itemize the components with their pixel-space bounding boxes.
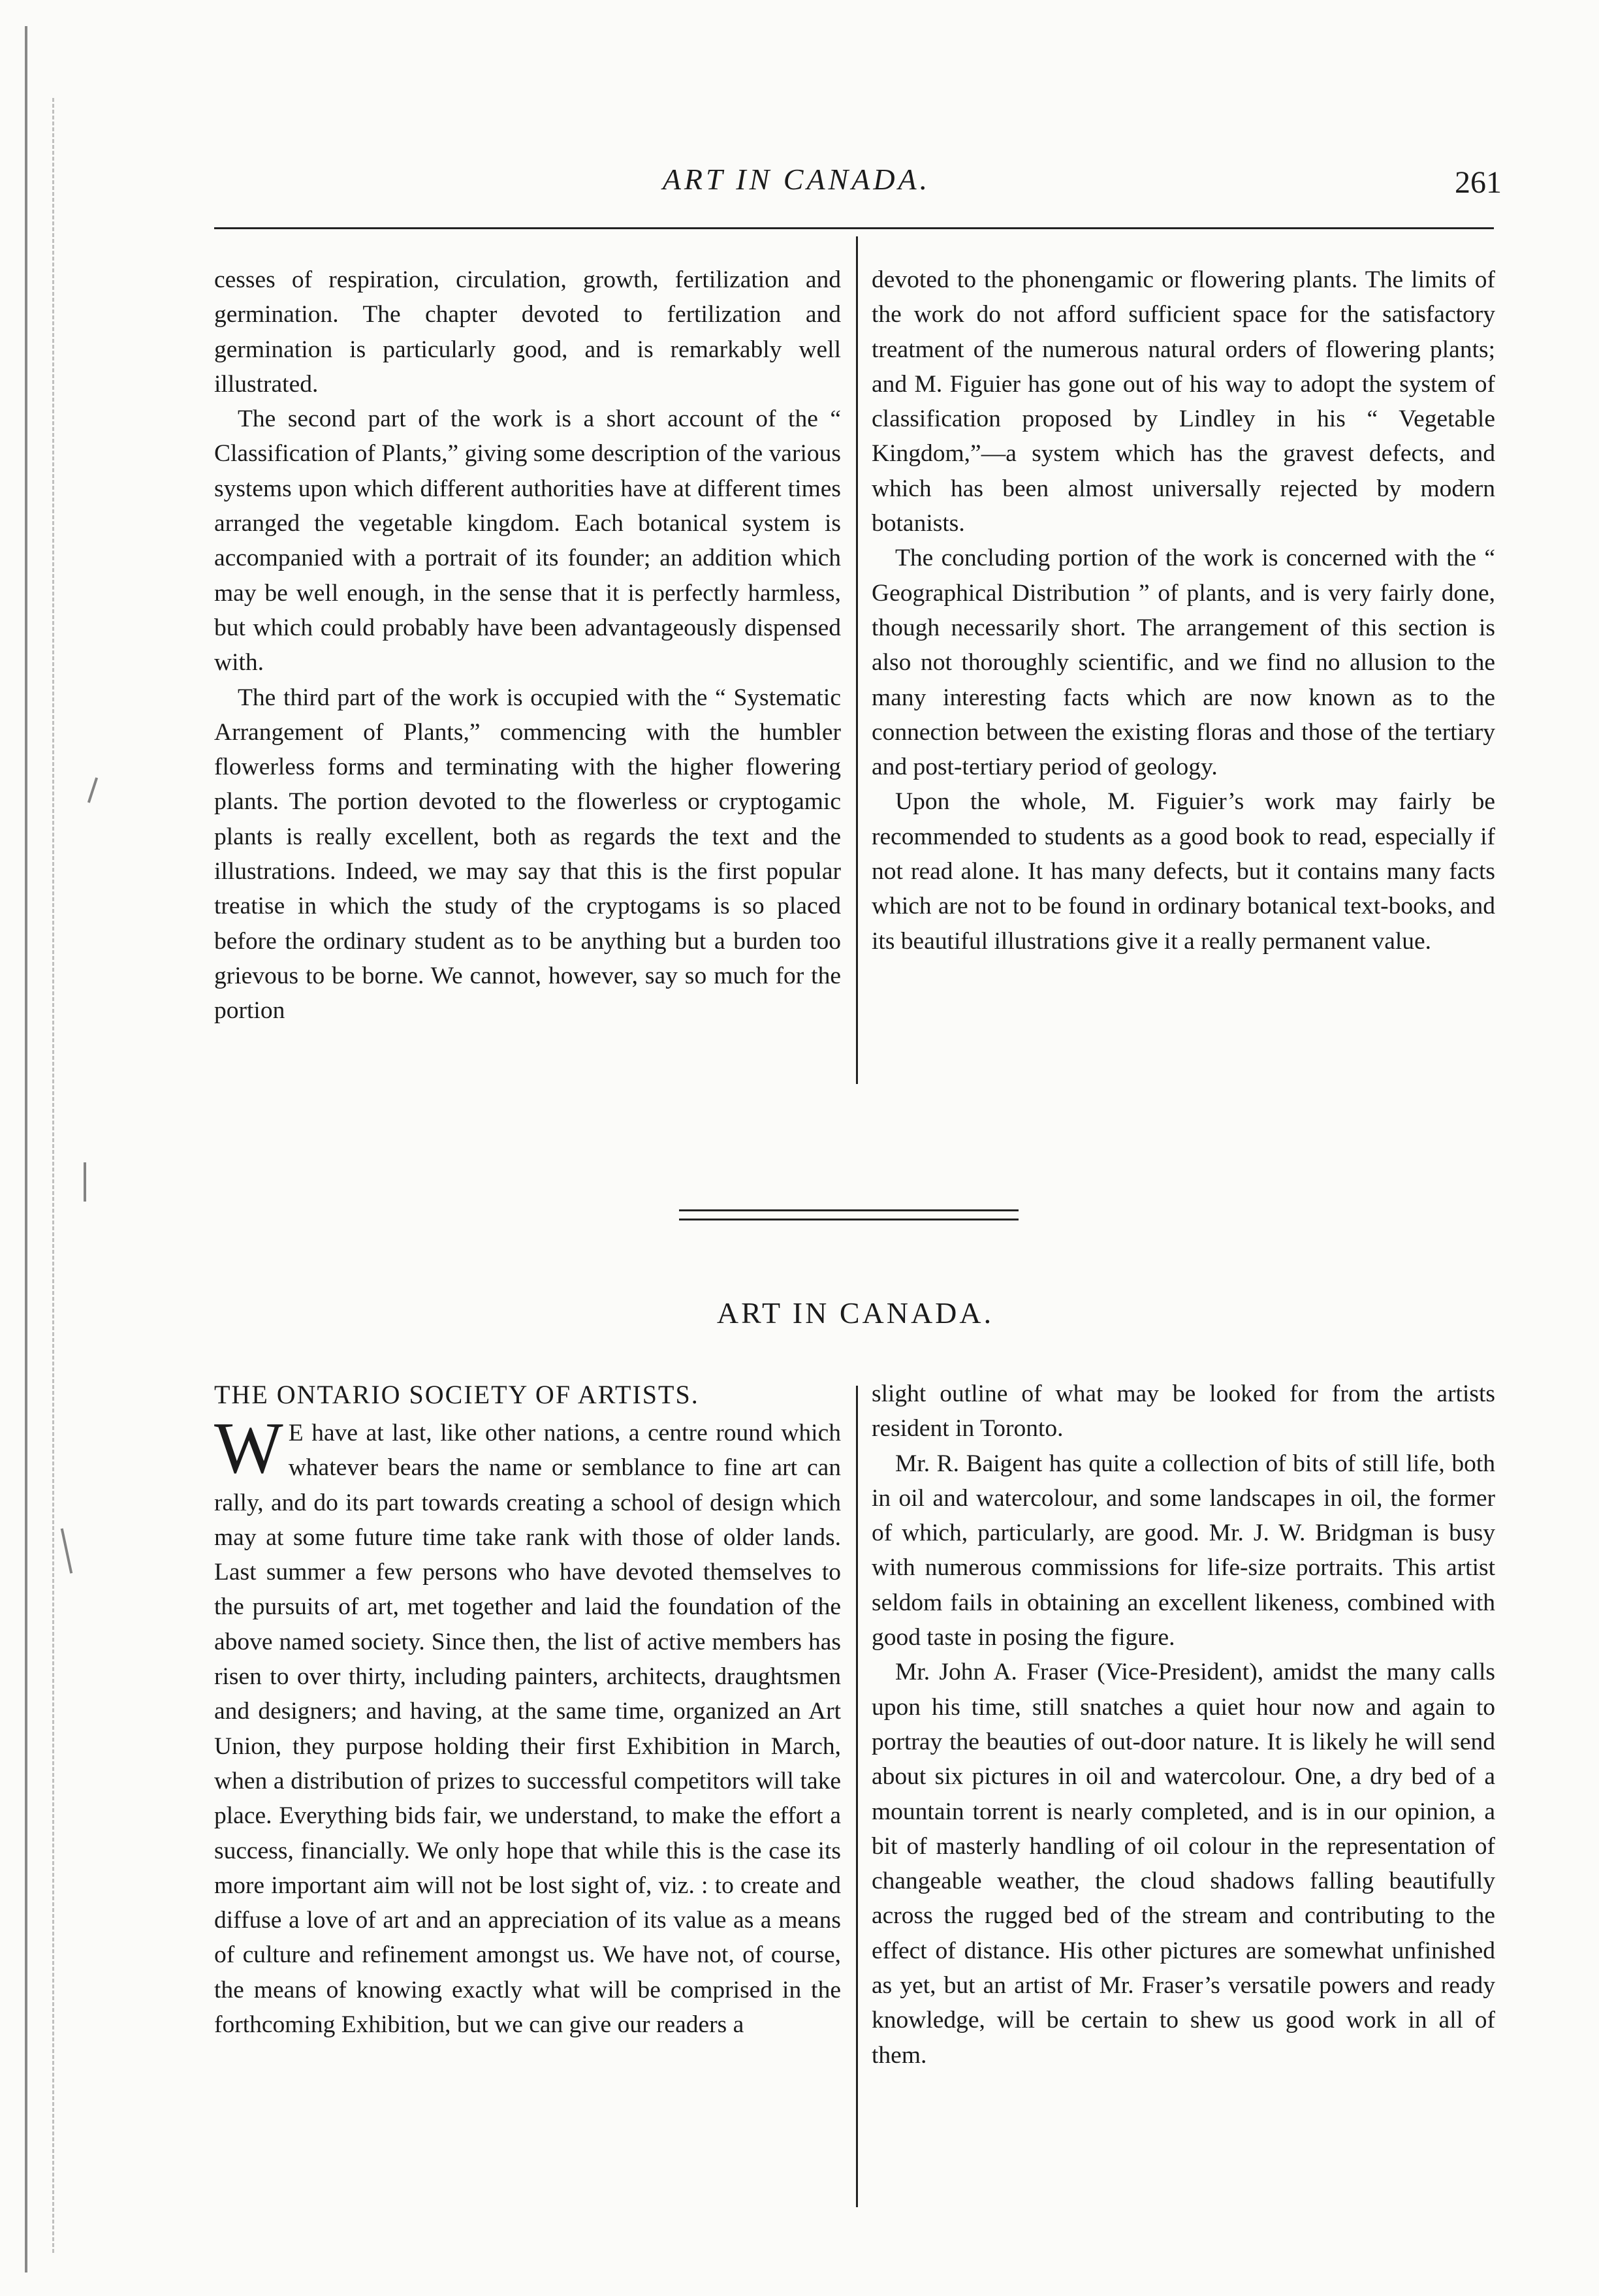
review-paragraph: Upon the whole, M. Figuier’s work may fairly be recommended to students as a good book to read, especially if not read alone. It has many defects, but it contains many facts which are not to be found in ordinary botanical text-books, and its beautiful illustrations give it a really permanent value. xyxy=(872,788,1495,955)
review-paragraph: cesses of respiration, circulation, growth, fertilization and germination. The chapter devoted to fertilization and germination is particularly good, and is remarkably well illustrated. xyxy=(214,266,841,398)
binding-edge-shadow xyxy=(25,26,34,2272)
stray-pencil-mark xyxy=(87,777,98,803)
article-right-column xyxy=(872,1377,1495,2073)
article-subheading: THE ONTARIO SOCIETY OF ARTISTS. xyxy=(214,1380,699,1409)
review-paragraph: The third part of the work is occupied with the “ Systematic Arrangement of Plants,” commencing with the humbler flowerless forms and terminating with the higher flowering plants. The portion devoted to the flowerless or cryptogamic plants is really excellent, both as regards the text and the illustrations. Indeed, we may say that this is the first popular treatise in which the study of the cryptogams is so placed before the ordinary student as to be anything but a burden too grievous to be borne. We cannot, however, say so much for the portion xyxy=(214,684,841,1025)
section-double-rule-bottom xyxy=(679,1219,1019,1220)
review-left-column xyxy=(214,263,841,1028)
review-paragraph: The concluding portion of the work is concerned with the “ Geographical Distribution ” of plants, and is very fairly done, though necessarily short. The arrangement of this section is also not thoroughly scientific, and we find no allusion to the many interesting facts which are now known as to the connection between the existing floras and those of the tertiary and post-tertiary period of geology. xyxy=(872,545,1495,781)
drop-cap: W xyxy=(214,1408,283,1489)
article-paragraph: Mr. R. Baigent has quite a collection of bits of still life, both in oil and watercolour, and some landscapes in oil, the former of which, particularly, are good. Mr. J. W. Bridgman is busy with numerous commissions for life-size portraits. This artist seldom fails in obtaining an excellent likeness, combined with good taste in posing the figure. xyxy=(872,1450,1495,1651)
column-divider xyxy=(856,236,858,1084)
header-rule xyxy=(214,227,1494,229)
review-right-column xyxy=(872,263,1495,959)
review-paragraph: devoted to the phonengamic or flowering plants. The limits of the work do not afford sufficient space for the satisfactory treatment of the numerous natural orders of flowering plants; and M. Figuier has gone out of his way to adopt the system of classification proposed by Lindley in his “ Vegetable Kingdom,”—a system which has the gravest defects, and which has been almost universally rejected by modern botanists. xyxy=(872,266,1495,537)
running-title: ART IN CANADA. xyxy=(662,163,931,196)
section-double-rule-top xyxy=(679,1209,1019,1211)
article-title: ART IN CANADA. xyxy=(716,1296,994,1330)
review-paragraph: The second part of the work is a short account of the “ Classification of Plants,” giving some description of the various systems upon which different authorities have at different times arranged the vegetable kingdom. Each botanical system is accompanied with a portrait of its founder; an addition which may be well enough, in the sense that it is perfectly harmless, but which could probably have been advantageously dispensed with. xyxy=(214,406,841,677)
article-paragraph: Mr. John A. Fraser (Vice-President), amidst the many calls upon his time, still snatches a quiet hour now and again to portray the beauties of out-door nature. It is likely he will send about six pictures in oil and watercolour. One, a dry bed of a mountain torrent is nearly completed, and is in our opinion, a bit of masterly handling of oil colour in the representation of changeable weather, the cloud shadows falling beautifully across the rugged bed of the stream and contributing to the effect of distance. His other pictures are somewhat unfinished as yet, but an artist of Mr. Fraser’s versatile powers and ready knowledge, will be certain to shew us good work in all of them. xyxy=(872,1659,1495,2069)
lead-paragraph xyxy=(214,1408,841,2042)
column-divider xyxy=(856,1386,858,2207)
binding-edge-speckle xyxy=(52,98,57,2253)
article-left-column xyxy=(214,1377,841,2042)
page-number: 261 xyxy=(1455,165,1502,200)
lead-paragraph-text: E have at last, like other nations, a centre round which whatever bears the name or semblance to fine art can rally, and do its part towards creating a school of design which may at some future time take rank with those of older lands. Last summer a few persons who have devoted themselves to the pursuits of art, met together and laid the foundation of the above named society. Since then, the list of active members has risen to over thirty, including painters, architects, draughtsmen and designers; and having, at the same time, organized an Art Union, they purpose holding their first Exhibition in March, when a distribution of prizes to successful competitors will take place. Everything bids fair, we understand, to make the effort a success, financially. We only hope that while this is the case its more important aim will not be lost sight of, viz. : to create and diffuse a love of art and an appreciation of its value as a means of culture and refinement amongst us. We have not, of course, the means of knowing exactly what will be comprised in the forthcoming Exhibition, but we can give our readers a xyxy=(214,1420,841,2039)
stray-pencil-mark xyxy=(61,1528,72,1573)
article-paragraph: slight outline of what may be looked for from the artists resident in Toronto. xyxy=(872,1380,1495,1443)
stray-pencil-mark xyxy=(84,1162,86,1202)
